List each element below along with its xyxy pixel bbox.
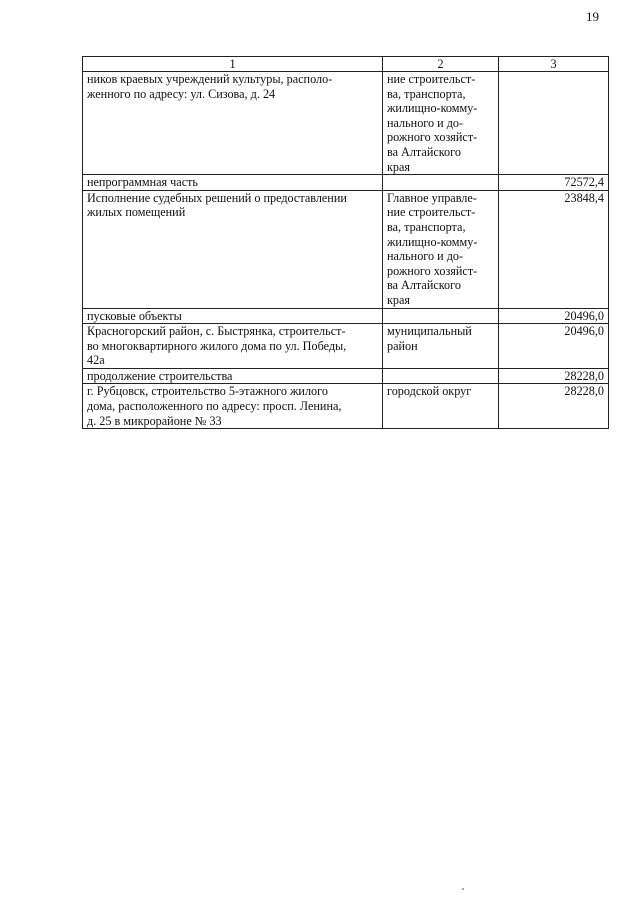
cell-2 xyxy=(383,384,499,429)
cell-line: рожного хозяйст- xyxy=(387,130,478,145)
cell-line: 42а xyxy=(87,353,105,368)
cell-line: ва Алтайского xyxy=(387,278,461,293)
cell-3: 28228,0 xyxy=(499,368,609,384)
cell-line: Главное управле- xyxy=(387,190,477,205)
cell-line: края xyxy=(387,292,411,307)
cell-2 xyxy=(383,324,499,369)
budget-table xyxy=(82,56,609,429)
cell-line: городской округ xyxy=(387,384,472,399)
cell-1 xyxy=(83,72,383,175)
cell-line: д. 25 в микрорайоне № 33 xyxy=(87,413,222,428)
table-row xyxy=(83,72,609,175)
table-row xyxy=(83,175,609,191)
page-number: 19 xyxy=(586,9,599,24)
cell-line: район xyxy=(387,338,418,353)
table-header-row xyxy=(83,57,609,72)
cell-line: ников краевых учреждений культуры, располо- xyxy=(87,72,333,86)
cell-line: края xyxy=(387,159,411,174)
scan-dot xyxy=(462,888,464,890)
cell-line: г. Рубцовск, строительство 5-этажного жилого xyxy=(87,384,328,399)
cell-2 xyxy=(383,308,499,324)
cell-2 xyxy=(383,175,499,191)
cell-1 xyxy=(83,324,383,369)
cell-line: жилищно-комму- xyxy=(387,234,478,249)
cell-2 xyxy=(383,190,499,308)
table-row xyxy=(83,308,609,324)
table-row xyxy=(83,190,609,308)
cell-2 xyxy=(383,368,499,384)
column-header-3: 3 xyxy=(499,57,609,72)
cell-line: ва, транспорта, xyxy=(387,86,466,101)
cell-2 xyxy=(383,72,499,175)
table-row xyxy=(83,324,609,369)
cell-1 xyxy=(83,308,383,324)
cell-1 xyxy=(83,384,383,429)
cell-3 xyxy=(499,72,609,175)
column-header-2: 2 xyxy=(383,57,499,72)
cell-1 xyxy=(83,368,383,384)
cell-line: ние строительст- xyxy=(387,205,476,220)
cell-line: продолжение строительства xyxy=(87,368,233,383)
cell-line: муниципальный xyxy=(387,324,472,339)
cell-line: во многоквартирного жилого дома по ул. Победы, xyxy=(87,338,347,353)
cell-line: дома, расположенного по адресу: просп. Ленина, xyxy=(87,399,342,414)
cell-line: пусковые объекты xyxy=(87,308,182,323)
cell-line: нального и до- xyxy=(387,249,464,264)
cell-1 xyxy=(83,175,383,191)
cell-3: 20496,0 xyxy=(499,324,609,369)
cell-line: непрограммная часть xyxy=(87,175,198,190)
cell-3: 28228,0 xyxy=(499,384,609,429)
cell-line: жилых помещений xyxy=(87,205,186,220)
table-row xyxy=(83,368,609,384)
cell-3: 72572,4 xyxy=(499,175,609,191)
cell-line: ва, транспорта, xyxy=(387,219,466,234)
cell-line: ние строительст- xyxy=(387,72,476,86)
cell-line: рожного хозяйст- xyxy=(387,263,478,278)
table-row xyxy=(83,384,609,429)
cell-line: Исполнение судебных решений о предоставлении xyxy=(87,190,347,205)
column-header-1: 1 xyxy=(83,57,383,72)
cell-3: 23848,4 xyxy=(499,190,609,308)
cell-line: нального и до- xyxy=(387,115,464,130)
cell-line: Красногорский район, с. Быстрянка, строительст- xyxy=(87,324,346,339)
cell-3: 20496,0 xyxy=(499,308,609,324)
cell-line: ва Алтайского xyxy=(387,144,461,159)
cell-1 xyxy=(83,190,383,308)
cell-line: женного по адресу: ул. Сизова, д. 24 xyxy=(87,86,276,101)
cell-line: жилищно-комму- xyxy=(387,101,478,116)
